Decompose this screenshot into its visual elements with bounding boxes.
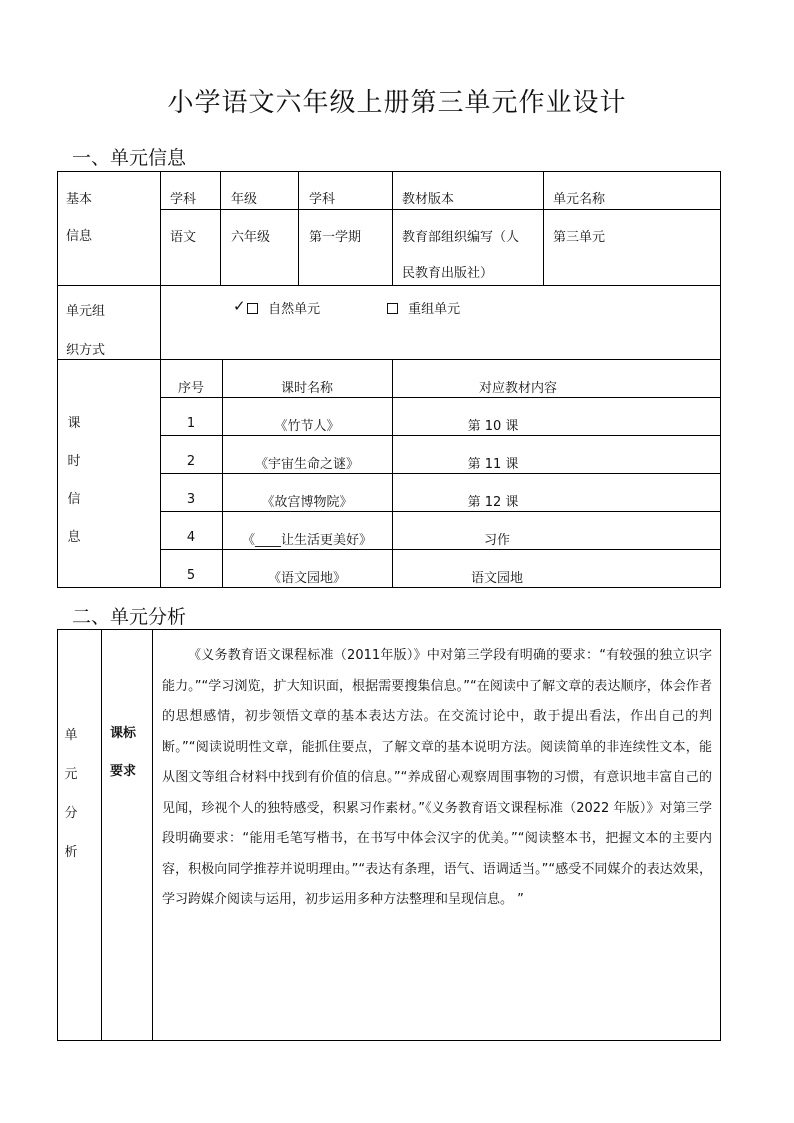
lesson-name: 《宇宙生命之谜》: [254, 457, 359, 472]
regroup-unit-label: 重组单元: [408, 302, 461, 317]
lesson-content: 第 11 课: [467, 457, 519, 472]
value-semester: 第一学期: [309, 230, 362, 245]
lesson-no: 2: [186, 454, 196, 469]
lesson-content: 语文园地: [470, 571, 523, 586]
value-grade: 六年级: [231, 230, 271, 245]
organize-label-line1: 单元组: [66, 304, 106, 319]
section-heading-unit-analysis: 二、单元分析: [72, 606, 187, 628]
lesson-content: 第 12 课: [467, 495, 519, 510]
curriculum-label-line1: 课标: [110, 726, 137, 741]
lesson-no: 4: [186, 530, 196, 545]
organize-label-line2: 织方式: [66, 343, 106, 358]
checkbox-regroup-unit[interactable]: [387, 303, 398, 314]
lesson-header-content: 对应教材内容: [478, 381, 557, 396]
basic-info-label-line2: 信息: [66, 229, 93, 244]
basic-info-label-line1: 基本: [66, 192, 93, 207]
lesson-name: 《竹节人》: [274, 419, 340, 434]
lesson-no: 1: [186, 416, 196, 431]
section-heading-unit-info: 一、单元信息: [72, 147, 187, 169]
header-semester: 学科: [309, 192, 336, 207]
lesson-no: 5: [186, 568, 196, 583]
natural-unit-label: 自然单元: [268, 302, 321, 317]
header-textbook-version: 教材版本: [402, 192, 455, 207]
unit-analysis-label: 单 元 分 析: [64, 728, 78, 860]
curriculum-label-line2: 要求: [110, 764, 137, 779]
lesson-no: 3: [186, 492, 196, 507]
lesson-content: 习作: [483, 533, 510, 548]
value-subject: 语文: [170, 230, 197, 245]
lesson-name: 《语文园地》: [267, 571, 346, 586]
lesson-content: 第 10 课: [467, 419, 519, 434]
checkbox-natural-unit[interactable]: [247, 303, 258, 314]
header-subject: 学科: [170, 192, 197, 207]
curriculum-requirements-text: 《义务教育语文课程标准（2011年版）》中对第三学段有明确的要求：“有较强的独立识字能力。”“学习浏览，扩大知识面，根据需要搜集信息。”“在阅读中了解文章的表达顺序，体会作者的思想感情，初步领悟文章的基本表达方法。在交流讨论中，敢于提出看法，作出自己的判断。”“阅读说明性文章，能抓住要点，了解文章的基本说明方法。阅读简单的非连续性文本，能从图文等组合材料中找到有价值的信息。”“养成留心观察周围事物的习惯，有意识地丰富自己的见闻，珍视个人的独特感受，积累习作素材。”《义务教育语文课程标准（2022 年版）》对第三学段明确要求：“能用毛笔写楷书，在书写中体会汉字的优美。”“阅读整本书，把握文本的主要内容，积极向同学推荐并说明理由。”“表达有条理，语气、语调适当。”“感受不同媒介的表达效果，学习跨媒介阅读与运用，初步运用多种方法整理和呈现信息。 ”: [162, 648, 712, 907]
lesson-name: 《____让生活更美好》: [241, 533, 372, 548]
value-textbook-version-line2: 民教育出版社）: [402, 266, 494, 281]
value-textbook-version: 教育部组织编写（人: [402, 230, 520, 245]
header-grade: 年级: [231, 192, 258, 207]
regroup-unit-option[interactable]: [387, 298, 460, 317]
lesson-header-name: 课时名称: [280, 381, 333, 396]
page-title: 小学语文六年级上册第三单元作业设计: [167, 88, 627, 118]
lesson-header-no: 序号: [177, 381, 204, 396]
value-unit-name: 第三单元: [553, 230, 606, 245]
lesson-name: 《故宫博物院》: [261, 495, 353, 510]
natural-unit-option[interactable]: [247, 298, 320, 317]
check-mark-icon: ✓: [233, 297, 246, 315]
lesson-info-label: 课 时 信 息: [67, 416, 81, 545]
header-unit-name: 单元名称: [553, 192, 606, 207]
